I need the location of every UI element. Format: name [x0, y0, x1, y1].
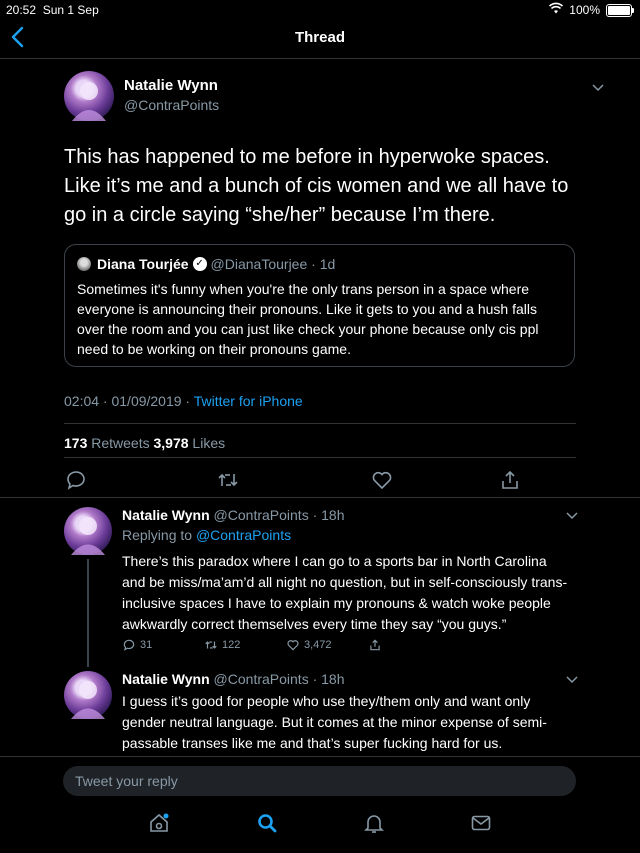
- page-title: Thread: [294, 29, 345, 46]
- reply-meta: @ContraPoints · 18h: [209, 671, 345, 687]
- tweet-timestamp: 02:04 · 01/09/2019 · Twitter for iPhone: [64, 393, 303, 409]
- verified-icon: ✓: [193, 257, 207, 271]
- reply-header: [122, 507, 345, 523]
- share-icon: [498, 468, 522, 492]
- nav-bar: [0, 20, 640, 59]
- reply-input[interactable]: Tweet your reply: [63, 766, 576, 796]
- wifi-icon: [549, 3, 563, 17]
- chevron-down-icon[interactable]: [566, 673, 578, 687]
- share-button[interactable]: [368, 638, 450, 652]
- tweet-actions: [64, 468, 576, 496]
- retweet-icon: [216, 468, 240, 492]
- quote-author-name: Diana Tourjée: [97, 256, 189, 272]
- chevron-down-icon[interactable]: [592, 81, 604, 95]
- status-right: [549, 3, 632, 17]
- avatar[interactable]: [64, 71, 114, 121]
- replying-to-handle[interactable]: @ContraPoints: [195, 527, 292, 543]
- retweet-icon: [204, 638, 218, 652]
- tab-notifications[interactable]: [362, 811, 386, 835]
- thread-line: [87, 559, 89, 667]
- heart-icon: [370, 468, 394, 492]
- reply-tweet[interactable]: [64, 507, 576, 667]
- status-bar: [0, 0, 640, 20]
- author-handle[interactable]: @ContraPoints: [124, 97, 220, 113]
- quoted-tweet[interactable]: [64, 244, 575, 367]
- home-icon: [147, 811, 171, 835]
- status-time: 20:52 Sun 1 Sep: [6, 3, 99, 17]
- like-button[interactable]: [370, 468, 394, 492]
- envelope-icon: [469, 811, 493, 835]
- reply-meta: @ContraPoints · 18h: [209, 507, 345, 523]
- tweet-header: [64, 71, 600, 121]
- retweet-count[interactable]: 173: [64, 435, 88, 451]
- bell-icon: [362, 811, 386, 835]
- quote-text: Sometimes it's funny when you're the only trans person in a space where everyone is announcing their pronouns. Like it gets to you and a hush falls over the room and you can just like check your phone because only cis ppl need to be working on their pronouns game.: [77, 281, 539, 357]
- tab-search[interactable]: [255, 811, 279, 835]
- client-link[interactable]: Twitter for iPhone: [193, 393, 303, 409]
- comment-icon: [64, 468, 88, 492]
- reply-button[interactable]: [64, 468, 88, 492]
- divider: [64, 423, 576, 424]
- share-icon: [368, 638, 382, 652]
- avatar[interactable]: [64, 507, 112, 555]
- reply-text: I guess it’s good for people who use they/them only and want only gender neutral language. But it comes at the minor expense of semi-passable transes like me and that’s super fucking hard for us.: [122, 693, 547, 751]
- tab-home[interactable]: [147, 811, 171, 835]
- reply-actions: [122, 638, 450, 652]
- tweet-text: This has happened to me before in hyperwoke spaces. Like it’s me and a bunch of cis women and we all have to go in a circle saying “she/her” because I’m there.: [64, 146, 569, 226]
- reply-header: [122, 671, 345, 687]
- battery-icon: [606, 4, 632, 17]
- comment-icon: [122, 638, 136, 652]
- author-name[interactable]: Natalie Wynn: [124, 77, 218, 94]
- reply-text: There’s this paradox where I can go to a sports bar in North Carolina and be miss/ma’am’d all night no question, but in self-consciously trans-inclusive spaces I have to explain my pronouns & watch woke people awkwardly correct themselves every time they say “you guys.”: [122, 553, 568, 632]
- divider: [64, 457, 576, 458]
- quote-handle-time: @DianaTourjee · 1d: [210, 256, 336, 272]
- reply-button[interactable]: 31: [122, 638, 204, 652]
- replying-to: Replying to @ContraPoints: [122, 527, 292, 543]
- thread-content: [0, 59, 640, 751]
- tweet-stats: 173 Retweets 3,978 Likes: [64, 435, 226, 451]
- search-icon: [255, 811, 279, 835]
- divider: [0, 497, 640, 498]
- tab-messages[interactable]: [469, 811, 493, 835]
- chevron-down-icon[interactable]: [566, 509, 578, 523]
- retweet-button[interactable]: [216, 468, 240, 492]
- reply-author-name[interactable]: Natalie Wynn: [122, 671, 210, 687]
- quote-header: [77, 255, 562, 273]
- battery-percent: 100%: [569, 3, 600, 17]
- share-button[interactable]: [498, 468, 522, 492]
- heart-icon: [286, 638, 300, 652]
- reply-author-name[interactable]: Natalie Wynn: [122, 507, 210, 523]
- avatar[interactable]: [64, 671, 112, 719]
- like-button[interactable]: 3,472: [286, 638, 368, 652]
- quote-avatar: [77, 257, 91, 271]
- tab-bar: [0, 803, 640, 847]
- retweet-button[interactable]: 122: [204, 638, 286, 652]
- like-count[interactable]: 3,978: [153, 435, 189, 451]
- bottom-bar: [0, 756, 640, 853]
